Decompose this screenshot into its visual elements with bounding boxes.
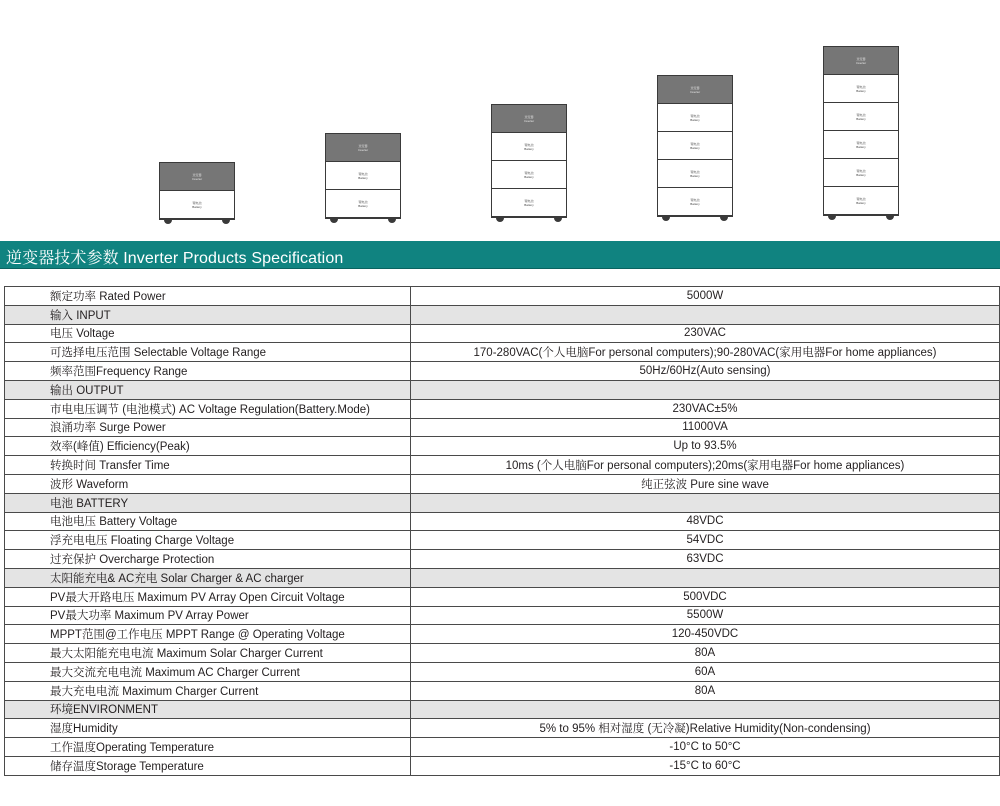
spec-value: 纯正弦波 Pure sine wave xyxy=(411,474,1000,493)
spec-value: Up to 93.5% xyxy=(411,437,1000,456)
spec-value: 10ms (个人电脑For personal computers);20ms(家用电器For home appliances) xyxy=(411,456,1000,475)
spec-row xyxy=(5,681,1000,700)
battery-label-en: Battery xyxy=(856,88,866,93)
spec-label: 可选择电压范围 Selectable Voltage Range xyxy=(5,343,411,362)
spec-label: 最大太阳能充电电流 Maximum Solar Charger Current xyxy=(5,644,411,663)
section-value-empty xyxy=(411,493,1000,512)
spec-label: 额定功率 Rated Power xyxy=(5,287,411,306)
spec-label: 浪涌功率 Surge Power xyxy=(5,418,411,437)
spec-value: 230VAC±5% xyxy=(411,399,1000,418)
inverter-module xyxy=(824,47,898,75)
battery-module xyxy=(824,131,898,159)
spec-row xyxy=(5,324,1000,343)
stack-foot xyxy=(222,219,230,224)
inverter-label-cn: 逆变器 xyxy=(192,172,202,177)
product-stack-2-battery xyxy=(325,133,401,219)
spec-value: 54VDC xyxy=(411,531,1000,550)
inverter-label-cn: 逆变器 xyxy=(358,143,368,148)
battery-module xyxy=(824,159,898,187)
spec-label: 转换时间 Transfer Time xyxy=(5,456,411,475)
spec-row xyxy=(5,456,1000,475)
battery-label-en: Battery xyxy=(358,175,368,180)
spec-row xyxy=(5,625,1000,644)
inverter-label-en: Inverter xyxy=(357,147,369,152)
spec-section-row xyxy=(5,700,1000,719)
spec-row xyxy=(5,738,1000,757)
stack-foot xyxy=(662,216,670,221)
product-stack-1-battery xyxy=(159,162,235,220)
spec-section-row xyxy=(5,380,1000,399)
battery-label-cn: 锂电池 xyxy=(524,170,534,175)
spec-row xyxy=(5,418,1000,437)
spec-label: 工作温度Operating Temperature xyxy=(5,738,411,757)
battery-label-en: Battery xyxy=(524,174,534,179)
section-label: 太阳能充电& AC充电 Solar Charger & AC charger xyxy=(5,568,411,587)
battery-module xyxy=(160,191,234,219)
battery-label-cn: 锂电池 xyxy=(856,196,866,201)
spec-row xyxy=(5,437,1000,456)
inverter-module xyxy=(658,76,732,104)
battery-label-en: Battery xyxy=(192,204,202,209)
battery-module xyxy=(658,132,732,160)
battery-module xyxy=(824,187,898,215)
section-label: 环境ENVIRONMENT xyxy=(5,700,411,719)
spec-table xyxy=(4,286,1000,776)
spec-value: 500VDC xyxy=(411,587,1000,606)
section-label: 输入 INPUT xyxy=(5,305,411,324)
spec-label: 最大充电电流 Maximum Charger Current xyxy=(5,681,411,700)
spec-value: 5000W xyxy=(411,287,1000,306)
inverter-label-cn: 逆变器 xyxy=(524,114,534,119)
spec-section-row xyxy=(5,493,1000,512)
inverter-label-en: Inverter xyxy=(191,176,203,181)
spec-value: 170-280VAC(个人电脑For personal computers);90-280VAC(家用电器For home appliances) xyxy=(411,343,1000,362)
section-value-empty xyxy=(411,568,1000,587)
spec-row xyxy=(5,719,1000,738)
battery-label-cn: 锂电池 xyxy=(856,112,866,117)
battery-label-en: Battery xyxy=(690,201,700,206)
spec-row xyxy=(5,474,1000,493)
spec-row xyxy=(5,606,1000,625)
spec-row xyxy=(5,362,1000,381)
inverter-label-cn: 逆变器 xyxy=(856,56,866,61)
battery-module xyxy=(824,75,898,103)
spec-value: 5% to 95% 相对湿度 (无冷凝)Relative Humidity(Non-condensing) xyxy=(411,719,1000,738)
spec-value: 5500W xyxy=(411,606,1000,625)
battery-module xyxy=(326,190,400,218)
battery-module xyxy=(658,104,732,132)
spec-label: 频率范围Frequency Range xyxy=(5,362,411,381)
battery-label-cn: 锂电池 xyxy=(690,197,700,202)
product-stack-5-battery xyxy=(823,46,899,216)
spec-row xyxy=(5,399,1000,418)
spec-value: 48VDC xyxy=(411,512,1000,531)
section-label: 电池 BATTERY xyxy=(5,493,411,512)
battery-label-cn: 锂电池 xyxy=(690,141,700,146)
battery-label-en: Battery xyxy=(524,202,534,207)
spec-value: 80A xyxy=(411,644,1000,663)
spec-row xyxy=(5,756,1000,775)
battery-module xyxy=(492,189,566,217)
spec-label: 浮充电电压 Floating Charge Voltage xyxy=(5,531,411,550)
stack-foot xyxy=(886,215,894,220)
battery-module xyxy=(492,161,566,189)
spec-value: 120-450VDC xyxy=(411,625,1000,644)
section-value-empty xyxy=(411,380,1000,399)
spec-label: 波形 Waveform xyxy=(5,474,411,493)
spec-row xyxy=(5,343,1000,362)
section-value-empty xyxy=(411,700,1000,719)
product-stack-3-battery xyxy=(491,104,567,218)
stack-foot xyxy=(388,218,396,223)
battery-label-en: Battery xyxy=(690,117,700,122)
stack-foot xyxy=(496,217,504,222)
spec-value: 11000VA xyxy=(411,418,1000,437)
battery-label-en: Battery xyxy=(856,144,866,149)
spec-label: 市电电压调节 (电池模式) AC Voltage Regulation(Battery.Mode) xyxy=(5,399,411,418)
spec-label: 湿度Humidity xyxy=(5,719,411,738)
battery-module xyxy=(658,160,732,188)
spec-label: 储存温度Storage Temperature xyxy=(5,756,411,775)
battery-label-en: Battery xyxy=(524,146,534,151)
battery-label-cn: 锂电池 xyxy=(856,140,866,145)
battery-label-cn: 锂电池 xyxy=(690,169,700,174)
inverter-label-en: Inverter xyxy=(689,89,701,94)
spec-label: 电压 Voltage xyxy=(5,324,411,343)
battery-label-en: Battery xyxy=(690,145,700,150)
battery-label-cn: 锂电池 xyxy=(192,200,202,205)
inverter-module xyxy=(160,163,234,191)
spec-value: -10°C to 50°C xyxy=(411,738,1000,757)
spec-label: 电池电压 Battery Voltage xyxy=(5,512,411,531)
spec-section-row xyxy=(5,568,1000,587)
spec-label: PV最大开路电压 Maximum PV Array Open Circuit Voltage xyxy=(5,587,411,606)
stack-foot xyxy=(828,215,836,220)
spec-value: 230VAC xyxy=(411,324,1000,343)
spec-label: 最大交流充电电流 Maximum AC Charger Current xyxy=(5,662,411,681)
section-label: 输出 OUTPUT xyxy=(5,380,411,399)
battery-label-cn: 锂电池 xyxy=(358,171,368,176)
spec-value: 50Hz/60Hz(Auto sensing) xyxy=(411,362,1000,381)
battery-label-cn: 锂电池 xyxy=(856,168,866,173)
battery-label-en: Battery xyxy=(856,172,866,177)
stack-foot xyxy=(164,219,172,224)
battery-module xyxy=(658,188,732,216)
spec-row xyxy=(5,550,1000,569)
battery-label-en: Battery xyxy=(358,203,368,208)
battery-label-cn: 锂电池 xyxy=(690,113,700,118)
battery-label-cn: 锂电池 xyxy=(358,199,368,204)
battery-label-en: Battery xyxy=(856,116,866,121)
page-title: 逆变器技术参数 Inverter Products Specification xyxy=(6,250,344,267)
stack-foot xyxy=(554,217,562,222)
spec-value: 80A xyxy=(411,681,1000,700)
stack-foot xyxy=(720,216,728,221)
spec-row xyxy=(5,287,1000,306)
inverter-label-cn: 逆变器 xyxy=(690,85,700,90)
spec-label: MPPT范围@工作电压 MPPT Range @ Operating Voltage xyxy=(5,625,411,644)
spec-label: 效率(峰值) Efficiency(Peak) xyxy=(5,437,411,456)
spec-row xyxy=(5,644,1000,663)
spec-table-body xyxy=(5,287,1000,776)
spec-row xyxy=(5,662,1000,681)
spec-value: -15°C to 60°C xyxy=(411,756,1000,775)
battery-module xyxy=(492,133,566,161)
stack-foot xyxy=(330,218,338,223)
inverter-label-en: Inverter xyxy=(523,118,535,123)
battery-label-cn: 锂电池 xyxy=(524,198,534,203)
inverter-label-en: Inverter xyxy=(855,60,867,65)
spec-row xyxy=(5,512,1000,531)
spec-row xyxy=(5,587,1000,606)
inverter-module xyxy=(492,105,566,133)
battery-module xyxy=(326,162,400,190)
spec-label: 过充保护 Overcharge Protection xyxy=(5,550,411,569)
inverter-module xyxy=(326,134,400,162)
battery-label-cn: 锂电池 xyxy=(856,84,866,89)
product-stack-4-battery xyxy=(657,75,733,217)
section-value-empty xyxy=(411,305,1000,324)
spec-row xyxy=(5,531,1000,550)
spec-label: PV最大功率 Maximum PV Array Power xyxy=(5,606,411,625)
battery-module xyxy=(824,103,898,131)
battery-label-en: Battery xyxy=(856,200,866,205)
spec-value: 60A xyxy=(411,662,1000,681)
title-band xyxy=(0,241,1000,268)
spec-value: 63VDC xyxy=(411,550,1000,569)
battery-label-cn: 锂电池 xyxy=(524,142,534,147)
spec-section-row xyxy=(5,305,1000,324)
battery-label-en: Battery xyxy=(690,173,700,178)
